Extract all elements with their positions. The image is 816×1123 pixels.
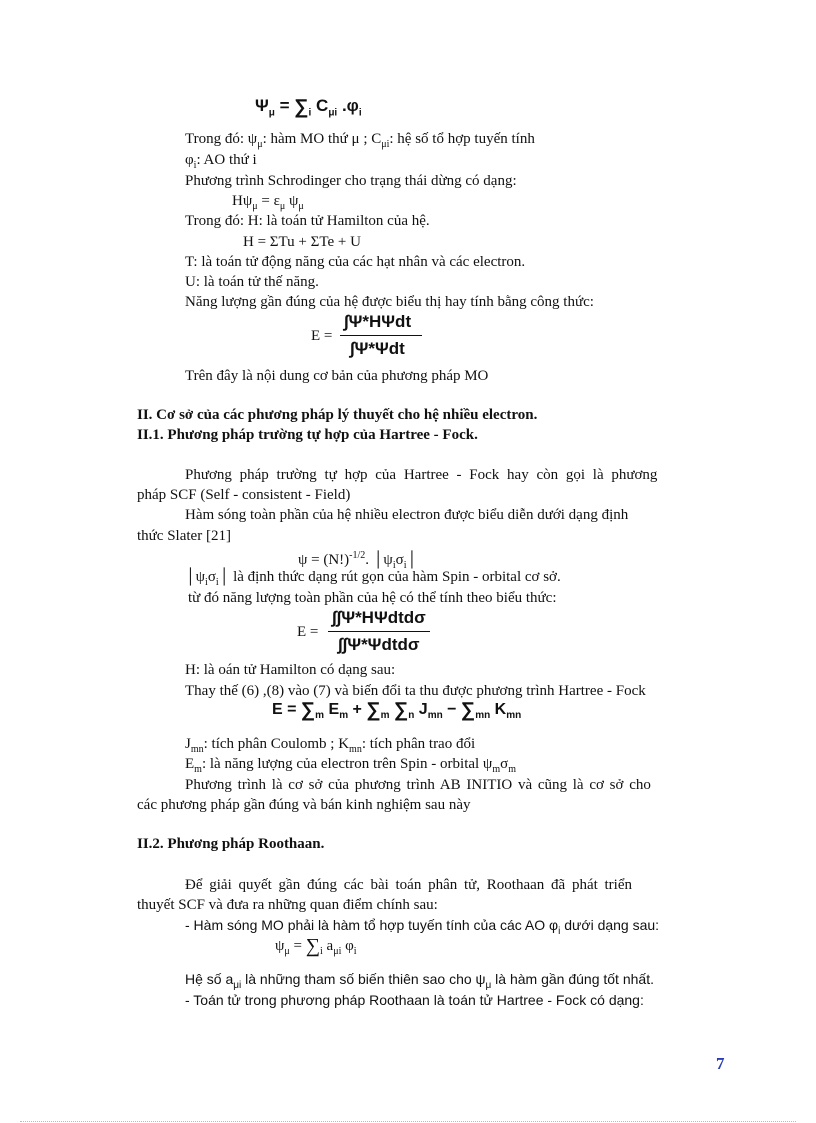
text-line: $│\psi_i\sigma_i│$ là định thức dạng rút gọn của hàm Spin - orbital cơ sở. [185,569,561,588]
text-line: pháp SCF (Self - consistent - Field) [137,487,351,503]
text-line: $\varphi_i$: AO thứ i [185,152,257,171]
fraction-numerator: ∫∫Ψ*HΨdtdσ [332,608,426,627]
text-line: thuyết SCF và đưa ra những quan điểm chính sau: [137,897,438,913]
text-line: Hàm sóng toàn phần của hệ nhiều electron được biểu diễn dưới dạng định [185,507,629,523]
equation-schrodinger: $H\psi_\mu = \varepsilon_\mu$ $\psi_\mu$ [232,193,304,212]
text-line: các phương pháp gần đúng và bán kinh nghiệm sau này [137,797,471,813]
text-line: Trên đây là nội dung cơ bản của phương pháp MO [185,368,489,384]
text-line: $J_{mn}$: tích phân Coulomb ; $K_{mn}$: tích phân trao đổi [185,736,476,755]
text-line: $E_m$: là năng lượng của electron trên Spin - orbital $\psi_m\sigma_m$ [185,756,516,775]
text-line: Trong đó: H: là toán tử Hamilton của hệ. [185,213,430,229]
page-number: 7 [716,1054,725,1073]
text-line: Phương trình là cơ sở của phương trình AB INITIO và cũng là cơ sở cho [185,777,651,793]
page-bottom-border [20,1121,796,1122]
equation-psi-mu: $\Psi_\mu = \sum_i$ $C_{\mu i}$ $.\varphi_i$ [255,96,362,119]
text-line: Để giải quyết gần đúng các bài toán phân tử, Roothaan đã phát triển [185,877,633,893]
text-line: Thay thế (6) ,(8) vào (7) và biến đổi ta thu được phương trình Hartree - Fock [185,683,646,699]
text-line: từ đó năng lượng toàn phần của hệ có thể tính theo biểu thức: [188,590,557,606]
equation-energy-lhs: E = [311,328,333,344]
text-line: thức Slater [21] [137,528,231,544]
subsection-heading: II.2. Phương pháp Roothaan. [137,836,325,852]
text-line: - Toán tử trong phương pháp Roothaan là toán tử Hartree - Fock có dạng: [185,992,644,1008]
equation-slater: $\psi = (N!)^{-1/2}$. $│\psi_i\sigma_i│$ [298,550,418,571]
subsection-heading: II.1. Phương pháp trường tự hợp của Hartree - Fock. [137,427,478,443]
equation-roothaan: $\psi_\mu = \sum_i$ $a_{\mu i}$ $\varphi_i$ [275,935,357,957]
text-line: Hệ số $a_{\mu i}$ là những tham số biến thiên sao cho $\psi_\mu$ là hàm gần đúng tốt nhất. [185,971,654,991]
text-line: - Hàm sóng MO phải là hàm tổ hợp tuyến tính của các AO $\varphi_i$ dưới dạng sau: [185,917,660,937]
equation-hamilton: H = ΣTu + ΣTe + U [243,234,361,250]
fraction-denominator: ∫Ψ*Ψdt [350,339,405,358]
equation-hartree-fock: $E = \sum_m$ $E_m + \sum_m$ $\sum_n$ $J_{mn} - \sum_{mn}$ $K_{mn}$ [272,699,522,722]
text-line: Năng lượng gần đúng của hệ được biểu thị hay tính bằng công thức: [185,294,594,310]
text-line: Phương pháp trường tự hợp của Hartree - Fock hay còn gọi là phương [185,467,658,483]
fraction-numerator: ∫Ψ*HΨdt [344,312,412,331]
text-line: H: là oán tử Hamilton có dạng sau: [185,662,396,678]
text-line: Phương trình Schrodinger cho trạng thái dừng có dạng: [185,173,517,189]
section-heading: II. Cơ sở của các phương pháp lý thuyết cho hệ nhiều electron. [137,407,538,423]
equation-energy2-lhs: E = [297,624,319,640]
text-line: Trong đó: $\psi_\mu$: hàm MO thứ μ ; $C_{\mu i}$: hệ số tổ hợp tuyến tính [185,131,535,150]
text-line: T: là toán tử động năng của các hạt nhân và các electron. [185,254,526,270]
text-line: U: là toán tử thế năng. [185,274,319,290]
fraction-denominator: ∫∫Ψ*Ψdtdσ [338,635,420,654]
